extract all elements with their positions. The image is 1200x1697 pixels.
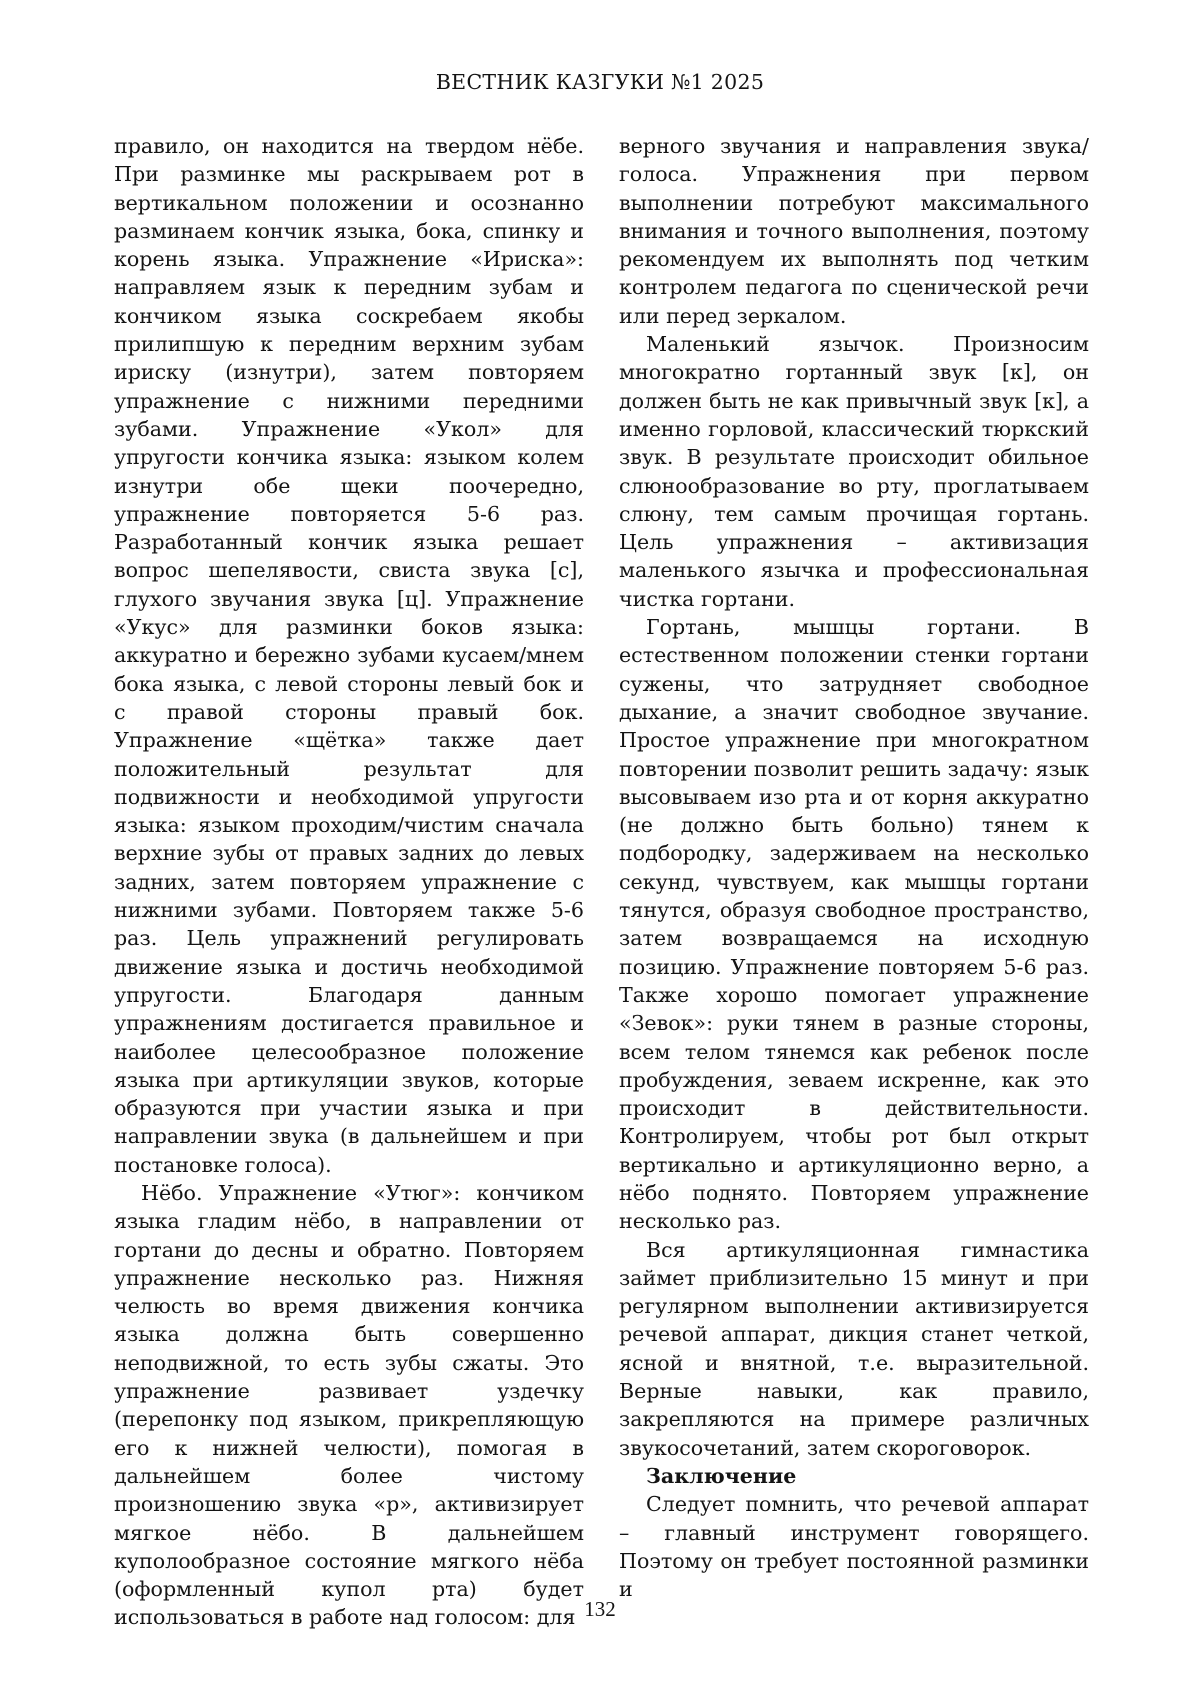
- paragraph-gymnastics-summary: Вся артикуляционная гимнастика займет приблизительно 15 минут и при регулярном выполнении активизируется речевой аппарат, дикция станет четкой, ясной и внятной, т.е. выразительной. Верные навыки, как правило, закрепляются на примере различных звукосочетаний, затем скороговорок.: [619, 1237, 1089, 1460]
- paragraph-continuation: верного звучания и направления звука/голоса. Упражнения при первом выполнении потребуют максимального внимания и точного выполнения, поэтому рекомендуем их выполнять под четким контролем педагога по сценической речи или перед зеркалом.: [619, 134, 1089, 328]
- paragraph-tongue-exercises: правило, он находится на твердом нёбе. При разминке мы раскрываем рот в вертикальном положении и осознанно разминаем кончик языка, бока, спинку и корень языка. Упражнение «Ириска»: направляем язык к передним зубам и кончиком языка соскребаем якобы прилипшую к передним верхним зубам ириску (изнутри), затем повторяем упражнение с нижними передними зубами. Упражнение «Укол» для упругости кончика языка: языком колем изнутри обе щеки поочередно, упражнение повторяется 5-6 раз. Разработанный кончик языка решает вопрос шепелявости, свиста звука [с], глухого звучания звука [ц]. Упражнение «Укус» для разминки боков языка: аккуратно и бережно зубами кусаем/мнем бока языка, с левой стороны левый бок и с правой стороны правый бок. Упражнение «щётка» также дает положительный результат для подвижности и необходимой упругости языка: языком проходим/чистим сначала верхние зубы от правых задних до левых задних, затем повторяем упражнение с нижними зубами. Повторяем также 5-6 раз. Цель упражнений регулировать движение языка и достичь необходимой упругости. Благодаря данным упражнениям достигается правильное и наиболее целесообразное положение языка при артикуляции звуков, которые образуются при участии языка и при направлении звука (в дальнейшем и при постановке голоса).: [114, 134, 584, 1177]
- paragraph-uvula: Маленький язычок. Произносим многократно гортанный звук [к], он должен быть не как привычный звук [к], а именно горловой, классический тюркский звук. В результате происходит обильное слюнообразование во рту, проглатываем слюну, тем самым прочищая гортань. Цель упражнения – активизация маленького язычка и профессиональная чистка гортани.: [619, 332, 1089, 611]
- left-column: [114, 132, 584, 1632]
- paragraph-palate: Нёбо. Упражнение «Утюг»: кончиком языка гладим нёбо, в направлении от гортани до десны и обратно. Повторяем упражнение несколько раз. Нижняя челюсть во время движения кончика языка должна быть совершенно неподвижной, то есть зубы сжаты. Это упражнение развивает уздечку (перепонку под языком, прикрепляющую его к нижней челюсти), помогая в дальнейшем более чистому произношению звука «р», активизирует мягкое нёбо. В дальнейшем куполообразное состояние мягкого нёба (оформленный купол рта) будет использоваться в работе над голосом: для: [114, 1180, 584, 1630]
- paragraph-larynx: Гортань, мышцы гортани. В естественном положении стенки гортани сужены, что затрудняет свободное дыхание, а значит свободное звучание. Простое упражнение при многократном повторении позволит решить задачу: язык высовываем изо рта и от корня аккуратно (не должно быть больно) тянем к подбородку, задерживаем на несколько секунд, чувствуем, как мышцы гортани тянутся, образуя свободное пространство, затем возвращаемся на исходную позицию. Упражнение повторяем 5-6 раз. Также хорошо помогает упражнение «Зевок»: руки тянем в разные стороны, всем телом тянемся как ребенок после пробуждения, зеваем искренне, как это происходит в действительности. Контролируем, чтобы рот был открыт вертикально и артикуляционно верно, а нёбо поднято. Повторяем упражнение несколько раз.: [619, 615, 1089, 1234]
- journal-header: ВЕСТНИК КАЗГУКИ №1 2025: [435, 70, 765, 94]
- paragraph-conclusion: Следует помнить, что речевой аппарат – главный инструмент говорящего. Поэтому он требует постоянной разминки и: [619, 1492, 1089, 1602]
- right-column: [619, 132, 1089, 1603]
- section-heading-conclusion: Заключение: [646, 1463, 797, 1488]
- page-number: 132: [584, 1597, 616, 1621]
